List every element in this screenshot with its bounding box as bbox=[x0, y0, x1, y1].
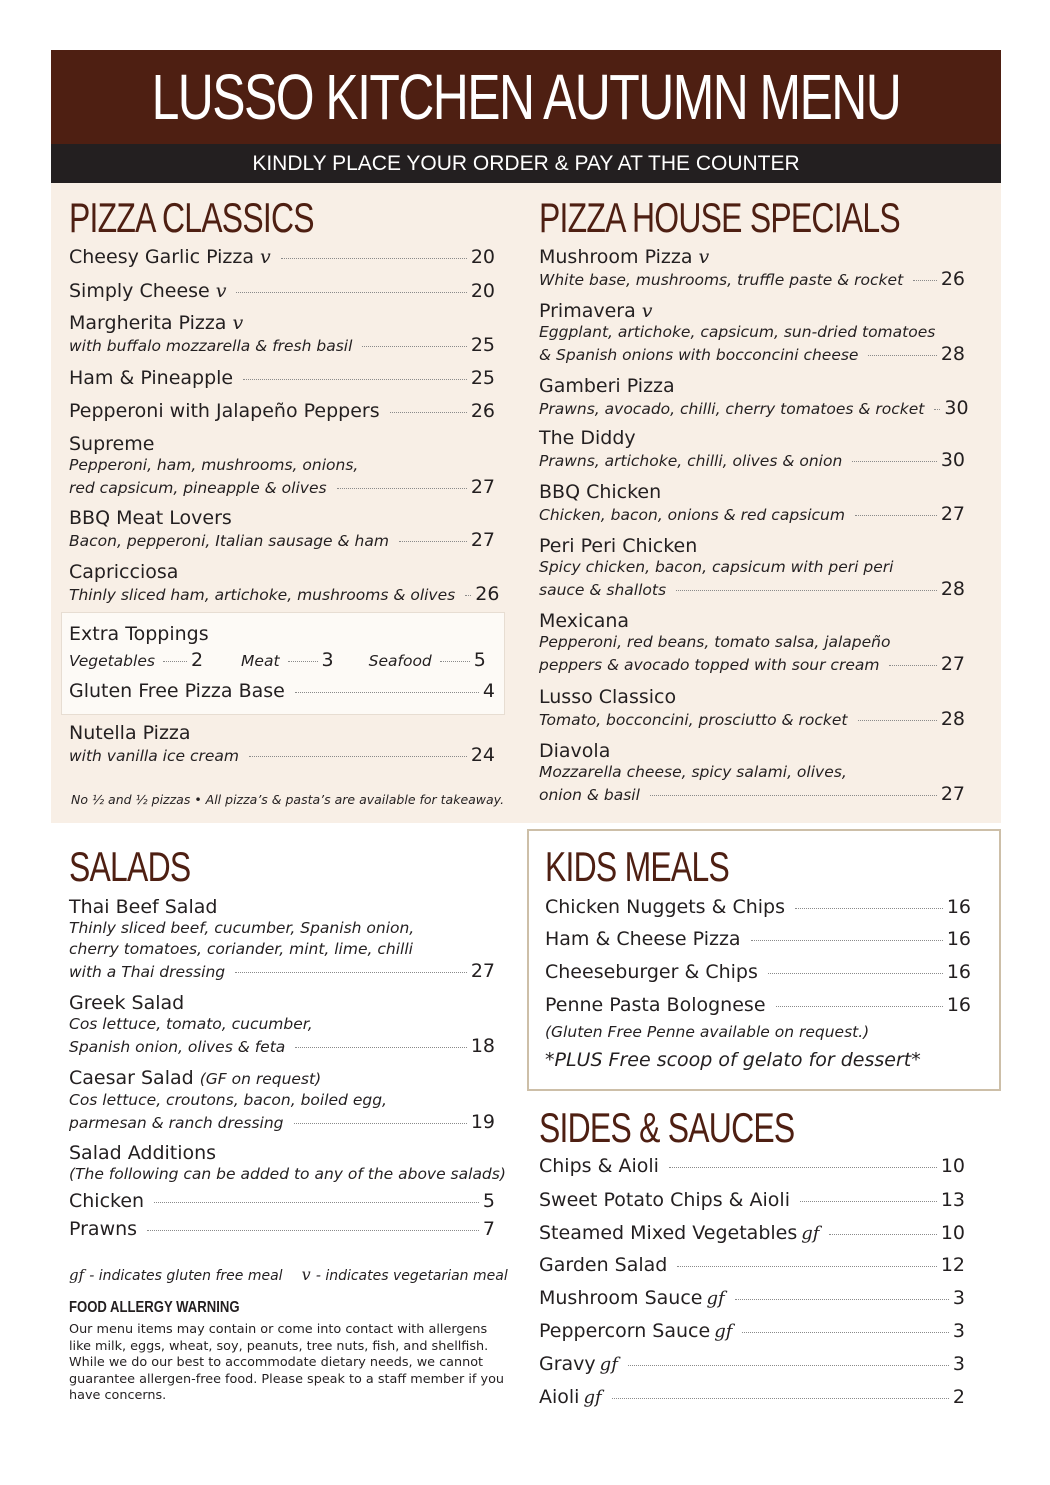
menu-item bbox=[69, 280, 495, 302]
leader-dots bbox=[677, 1266, 936, 1267]
leader-dots bbox=[868, 355, 936, 356]
item-description: Chicken, bacon, onions & red capsicum bbox=[539, 506, 845, 524]
item-price: 30 bbox=[944, 397, 969, 419]
leader-dots bbox=[776, 1006, 943, 1007]
menu-item bbox=[539, 686, 965, 731]
item-name: Ham & Pineapple bbox=[69, 367, 234, 389]
item-name: Peri Peri Chicken bbox=[539, 535, 698, 557]
item-price: 27 bbox=[940, 503, 965, 525]
salad-additions-note: (The following can be added to any of the above salads) bbox=[69, 1165, 506, 1183]
item-name: Chicken bbox=[69, 1190, 145, 1212]
leader-dots bbox=[337, 488, 467, 489]
item-price: 24 bbox=[470, 744, 495, 766]
item-name: Prawns bbox=[69, 1218, 138, 1240]
item-description: Thinly sliced ham, artichoke, mushrooms & olives bbox=[69, 586, 456, 604]
leader-dots bbox=[628, 1365, 949, 1366]
menu-item bbox=[69, 400, 495, 422]
menu-item bbox=[539, 1320, 965, 1342]
leader-dots bbox=[669, 1167, 937, 1168]
item-price: 12 bbox=[940, 1254, 965, 1276]
leader-dots bbox=[676, 590, 937, 591]
item-description: & Spanish onions with bocconcini cheese bbox=[539, 346, 859, 364]
leader-dots bbox=[249, 756, 467, 757]
item-description: with vanilla ice cream bbox=[69, 747, 239, 765]
gluten-free-base-price: 4 bbox=[482, 680, 495, 702]
leader-dots bbox=[852, 461, 937, 462]
leader-dots bbox=[751, 940, 943, 941]
menu-item bbox=[539, 375, 969, 420]
menu-item bbox=[539, 1287, 965, 1309]
item-price: 16 bbox=[946, 994, 971, 1016]
item-description: Prawns, artichoke, chilli, olives & onion bbox=[539, 452, 843, 470]
item-price: 3 bbox=[952, 1287, 965, 1309]
item-description: Cos lettuce, croutons, bacon, boiled egg, bbox=[69, 1091, 387, 1109]
menu-item bbox=[69, 896, 495, 983]
menu-item bbox=[545, 896, 971, 918]
leader-dots bbox=[294, 1123, 467, 1124]
item-price: 10 bbox=[940, 1155, 965, 1177]
menu-item bbox=[539, 246, 965, 291]
topping-price: 2 bbox=[190, 649, 204, 671]
item-price: 20 bbox=[470, 280, 495, 302]
kids-note-text: (Gluten Free Penne available on request.) bbox=[545, 1023, 870, 1041]
item-description: Prawns, avocado, chilli, cherry tomatoes & rocket bbox=[539, 400, 925, 418]
item-description: sauce & shallots bbox=[539, 581, 667, 599]
topping-label: Vegetables bbox=[69, 652, 155, 670]
item-name: Greek Salad bbox=[69, 992, 185, 1014]
item-price: 3 bbox=[952, 1320, 965, 1342]
item-description: red capsicum, pineapple & olives bbox=[69, 479, 327, 497]
leader-dots bbox=[889, 665, 936, 666]
pizza-note bbox=[71, 789, 505, 808]
vegetarian-icon: v bbox=[232, 312, 244, 334]
item-description: Thinly sliced beef, cucumber, Spanish onion, bbox=[69, 919, 415, 937]
item-name: Nutella Pizza bbox=[69, 722, 191, 744]
salads-section bbox=[69, 843, 495, 890]
menu-item bbox=[69, 992, 495, 1058]
item-price: 27 bbox=[470, 529, 495, 551]
item-name: Penne Pasta Bolognese bbox=[545, 994, 766, 1016]
item-name: Simply Cheese bbox=[69, 280, 210, 302]
allergy-warning bbox=[69, 1299, 509, 1405]
item-price: 16 bbox=[946, 961, 971, 983]
item-name: Steamed Mixed Vegetables bbox=[539, 1222, 798, 1244]
leader-dots bbox=[235, 972, 467, 973]
item-name: Aioli bbox=[539, 1386, 580, 1408]
menu-item bbox=[69, 722, 495, 767]
leader-dots bbox=[288, 661, 318, 662]
vegetarian-icon: v bbox=[641, 300, 653, 322]
item-name: Thai Beef Salad bbox=[69, 896, 218, 918]
leader-dots bbox=[236, 292, 466, 293]
leader-dots bbox=[829, 1234, 936, 1235]
item-price: 18 bbox=[470, 1035, 495, 1057]
menu-title: LUSSO KITCHEN AUTUMN MENU bbox=[151, 61, 901, 133]
leader-dots bbox=[154, 1202, 479, 1203]
menu-item bbox=[69, 312, 495, 357]
order-instructions: KINDLY PLACE YOUR ORDER & PAY AT THE COUNTER bbox=[252, 151, 800, 175]
allergy-line: While we do our best to accommodate dietary needs, we cannot bbox=[69, 1355, 484, 1370]
item-description: Spicy chicken, bacon, capsicum with peri peri bbox=[539, 558, 894, 576]
item-name: Garden Salad bbox=[539, 1254, 668, 1276]
extra-toppings bbox=[69, 623, 495, 702]
item-name: Mexicana bbox=[539, 610, 630, 632]
item-price: 28 bbox=[940, 343, 965, 365]
kids-meals-section bbox=[545, 843, 971, 890]
item-description: Cos lettuce, tomato, cucumber, bbox=[69, 1015, 313, 1033]
vegetarian-icon: v bbox=[215, 280, 227, 302]
kids-promo bbox=[545, 1050, 921, 1071]
menu-item bbox=[545, 961, 971, 983]
item-name: Gravy bbox=[539, 1353, 596, 1375]
vegetarian-icon: v bbox=[301, 1265, 311, 1284]
menu-item bbox=[539, 535, 965, 601]
gluten-free-icon: gf bbox=[706, 1288, 725, 1309]
item-description: Pepperoni, ham, mushrooms, onions, bbox=[69, 456, 359, 474]
leader-dots bbox=[795, 908, 943, 909]
leader-dots bbox=[362, 346, 466, 347]
item-price: 25 bbox=[470, 334, 495, 356]
leader-dots bbox=[147, 1230, 479, 1231]
leader-dots bbox=[742, 1332, 949, 1333]
item-description: Mozzarella cheese, spicy salami, olives, bbox=[539, 763, 847, 781]
diet-legend bbox=[69, 1265, 508, 1284]
leader-dots bbox=[399, 541, 467, 542]
menu-item bbox=[539, 1155, 965, 1177]
menu-header bbox=[51, 50, 1001, 144]
vegetarian-icon: v bbox=[698, 246, 710, 268]
section-title: SIDES & SAUCES bbox=[539, 1104, 795, 1151]
item-price: 27 bbox=[470, 476, 495, 498]
item-name: Caesar Salad bbox=[69, 1067, 194, 1089]
item-price: 26 bbox=[940, 268, 965, 290]
topping-price: 5 bbox=[473, 649, 486, 671]
menu-item bbox=[539, 1189, 965, 1211]
item-name: Cheeseburger & Chips bbox=[545, 961, 758, 983]
menu-item bbox=[539, 1353, 965, 1375]
salad-additions-title: Salad Additions bbox=[69, 1142, 217, 1164]
item-price: 26 bbox=[470, 400, 495, 422]
item-description: onion & basil bbox=[539, 786, 640, 804]
allergy-line: have concerns. bbox=[69, 1388, 167, 1403]
menu-item bbox=[69, 433, 495, 499]
pizza-note-text: No ½ and ½ pizzas • All pizza’s & pasta’s are available for takeaway. bbox=[71, 792, 505, 807]
leader-dots bbox=[800, 1201, 937, 1202]
pizza-classics-section bbox=[69, 194, 495, 241]
item-name: Peppercorn Sauce bbox=[539, 1320, 711, 1342]
leader-dots bbox=[934, 409, 940, 410]
item-name: Cheesy Garlic Pizza bbox=[69, 246, 254, 268]
gluten-free-icon: gf bbox=[583, 1387, 602, 1408]
section-title: KIDS MEALS bbox=[545, 843, 729, 890]
gluten-free-base: Gluten Free Pizza Base bbox=[69, 680, 285, 702]
item-price: 20 bbox=[470, 246, 495, 268]
leader-dots bbox=[858, 720, 937, 721]
leader-dots bbox=[650, 795, 937, 796]
order-instructions-bar bbox=[51, 144, 1001, 183]
menu-item bbox=[69, 1067, 495, 1134]
leader-dots bbox=[163, 661, 187, 662]
leader-dots bbox=[243, 379, 467, 380]
item-price: 2 bbox=[952, 1386, 965, 1408]
item-name: Primavera bbox=[539, 300, 636, 322]
leader-dots bbox=[295, 692, 479, 693]
leader-dots bbox=[440, 661, 470, 662]
section-title: PIZZA HOUSE SPECIALS bbox=[539, 194, 900, 241]
item-price: 26 bbox=[475, 583, 500, 605]
item-price: 16 bbox=[946, 928, 971, 950]
item-name: Diavola bbox=[539, 740, 611, 762]
allergy-line: like milk, eggs, wheat, soy, peanuts, tree nuts, fish, and shellfish. bbox=[69, 1338, 489, 1354]
menu-item bbox=[545, 928, 971, 950]
menu-item bbox=[539, 481, 965, 526]
item-description: cherry tomatoes, coriander, mint, lime, chilli bbox=[69, 940, 413, 958]
item-description: with a Thai dressing bbox=[69, 963, 226, 981]
menu-item bbox=[69, 561, 500, 606]
item-description: Eggplant, artichoke, capsicum, sun-dried tomatoes bbox=[539, 323, 936, 341]
topping-label: Seafood bbox=[368, 652, 432, 670]
item-price: 10 bbox=[940, 1222, 965, 1244]
item-description: Tomato, bocconcini, prosciutto & rocket bbox=[539, 711, 848, 729]
item-name: The Diddy bbox=[539, 427, 636, 449]
item-description: parmesan & ranch dressing bbox=[69, 1114, 284, 1132]
house-specials-section bbox=[539, 194, 965, 241]
section-title: SALADS bbox=[69, 843, 191, 890]
item-description: with buffalo mozzarella & fresh basil bbox=[69, 337, 353, 355]
allergy-title: FOOD ALLERGY WARNING bbox=[69, 1299, 240, 1316]
gluten-free-icon: gf bbox=[69, 1266, 85, 1284]
menu-item bbox=[539, 427, 965, 472]
legend-v-text: - indicates vegetarian meal bbox=[315, 1268, 508, 1284]
item-name: BBQ Meat Lovers bbox=[69, 507, 232, 529]
leader-dots bbox=[768, 973, 943, 974]
sides-section bbox=[539, 1104, 965, 1151]
item-price: 25 bbox=[470, 367, 495, 389]
item-description: Spanish onion, olives & feta bbox=[69, 1038, 286, 1056]
menu-item bbox=[539, 740, 965, 806]
item-name: Gamberi Pizza bbox=[539, 375, 675, 397]
allergy-line: Our menu items may contain or come into contact with allergens bbox=[69, 1322, 488, 1337]
kids-note bbox=[545, 1022, 869, 1043]
item-name: Lusso Classico bbox=[539, 686, 677, 708]
topping-price: 3 bbox=[321, 649, 334, 671]
item-price: 27 bbox=[940, 783, 965, 805]
item-name: Supreme bbox=[69, 433, 155, 455]
section-title: PIZZA CLASSICS bbox=[69, 194, 314, 241]
item-name: BBQ Chicken bbox=[539, 481, 662, 503]
menu-item bbox=[69, 246, 495, 268]
menu-item bbox=[539, 1222, 965, 1244]
item-name: Chicken Nuggets & Chips bbox=[545, 896, 785, 918]
item-price: 13 bbox=[940, 1189, 965, 1211]
menu-item bbox=[539, 1386, 965, 1408]
leader-dots bbox=[281, 258, 467, 259]
item-price: 5 bbox=[482, 1190, 495, 1212]
item-name: Pepperoni with Jalapeño Peppers bbox=[69, 400, 380, 422]
vegetarian-icon: v bbox=[260, 246, 271, 268]
kids-promo-text: *PLUS Free scoop of gelato for dessert* bbox=[545, 1049, 921, 1071]
leader-dots bbox=[295, 1047, 467, 1048]
leader-dots bbox=[735, 1299, 949, 1300]
item-description: peppers & avocado topped with sour cream bbox=[539, 656, 880, 674]
item-name: Ham & Cheese Pizza bbox=[545, 928, 741, 950]
item-name: Mushroom Pizza bbox=[539, 246, 693, 268]
item-price: 27 bbox=[470, 960, 495, 982]
menu-item bbox=[69, 507, 495, 552]
menu-item bbox=[539, 1254, 965, 1276]
item-price: 7 bbox=[482, 1218, 495, 1240]
extra-toppings-title: Extra Toppings bbox=[69, 623, 209, 645]
menu-item bbox=[545, 994, 971, 1016]
leader-dots bbox=[390, 412, 467, 413]
item-price: 28 bbox=[940, 578, 965, 600]
gluten-free-icon: gf bbox=[714, 1321, 733, 1342]
legend-gf-text: - indicates gluten free meal bbox=[89, 1268, 283, 1284]
item-price: 30 bbox=[940, 449, 965, 471]
item-price: 16 bbox=[946, 896, 971, 918]
allergy-text bbox=[69, 1322, 509, 1405]
leader-dots bbox=[612, 1398, 949, 1399]
item-description: White base, mushrooms, truffle paste & rocket bbox=[539, 271, 904, 289]
menu-item bbox=[539, 610, 965, 676]
leader-dots bbox=[855, 515, 937, 516]
item-price: 28 bbox=[940, 708, 965, 730]
item-name: Capricciosa bbox=[69, 561, 179, 583]
item-name: Margherita Pizza bbox=[69, 312, 227, 334]
menu-item bbox=[69, 367, 495, 389]
leader-dots bbox=[465, 595, 471, 596]
item-description: Pepperoni, red beans, tomato salsa, jalapeño bbox=[539, 633, 891, 651]
leader-dots bbox=[913, 280, 937, 281]
item-note: (GF on request) bbox=[199, 1070, 322, 1088]
topping-label: Meat bbox=[241, 652, 280, 670]
gluten-free-icon: gf bbox=[599, 1354, 618, 1375]
item-description: Bacon, pepperoni, Italian sausage & ham bbox=[69, 532, 389, 550]
item-name: Mushroom Sauce bbox=[539, 1287, 703, 1309]
item-name: Chips & Aioli bbox=[539, 1155, 659, 1177]
item-price: 19 bbox=[470, 1111, 495, 1133]
item-price: 27 bbox=[940, 653, 965, 675]
gluten-free-icon: gf bbox=[801, 1223, 820, 1244]
allergy-line: guarantee allergen-free food. Please speak to a staff member if you bbox=[69, 1371, 505, 1387]
item-name: Sweet Potato Chips & Aioli bbox=[539, 1189, 790, 1211]
menu-item bbox=[539, 300, 965, 366]
salad-additions bbox=[69, 1142, 506, 1240]
item-price: 3 bbox=[952, 1353, 965, 1375]
